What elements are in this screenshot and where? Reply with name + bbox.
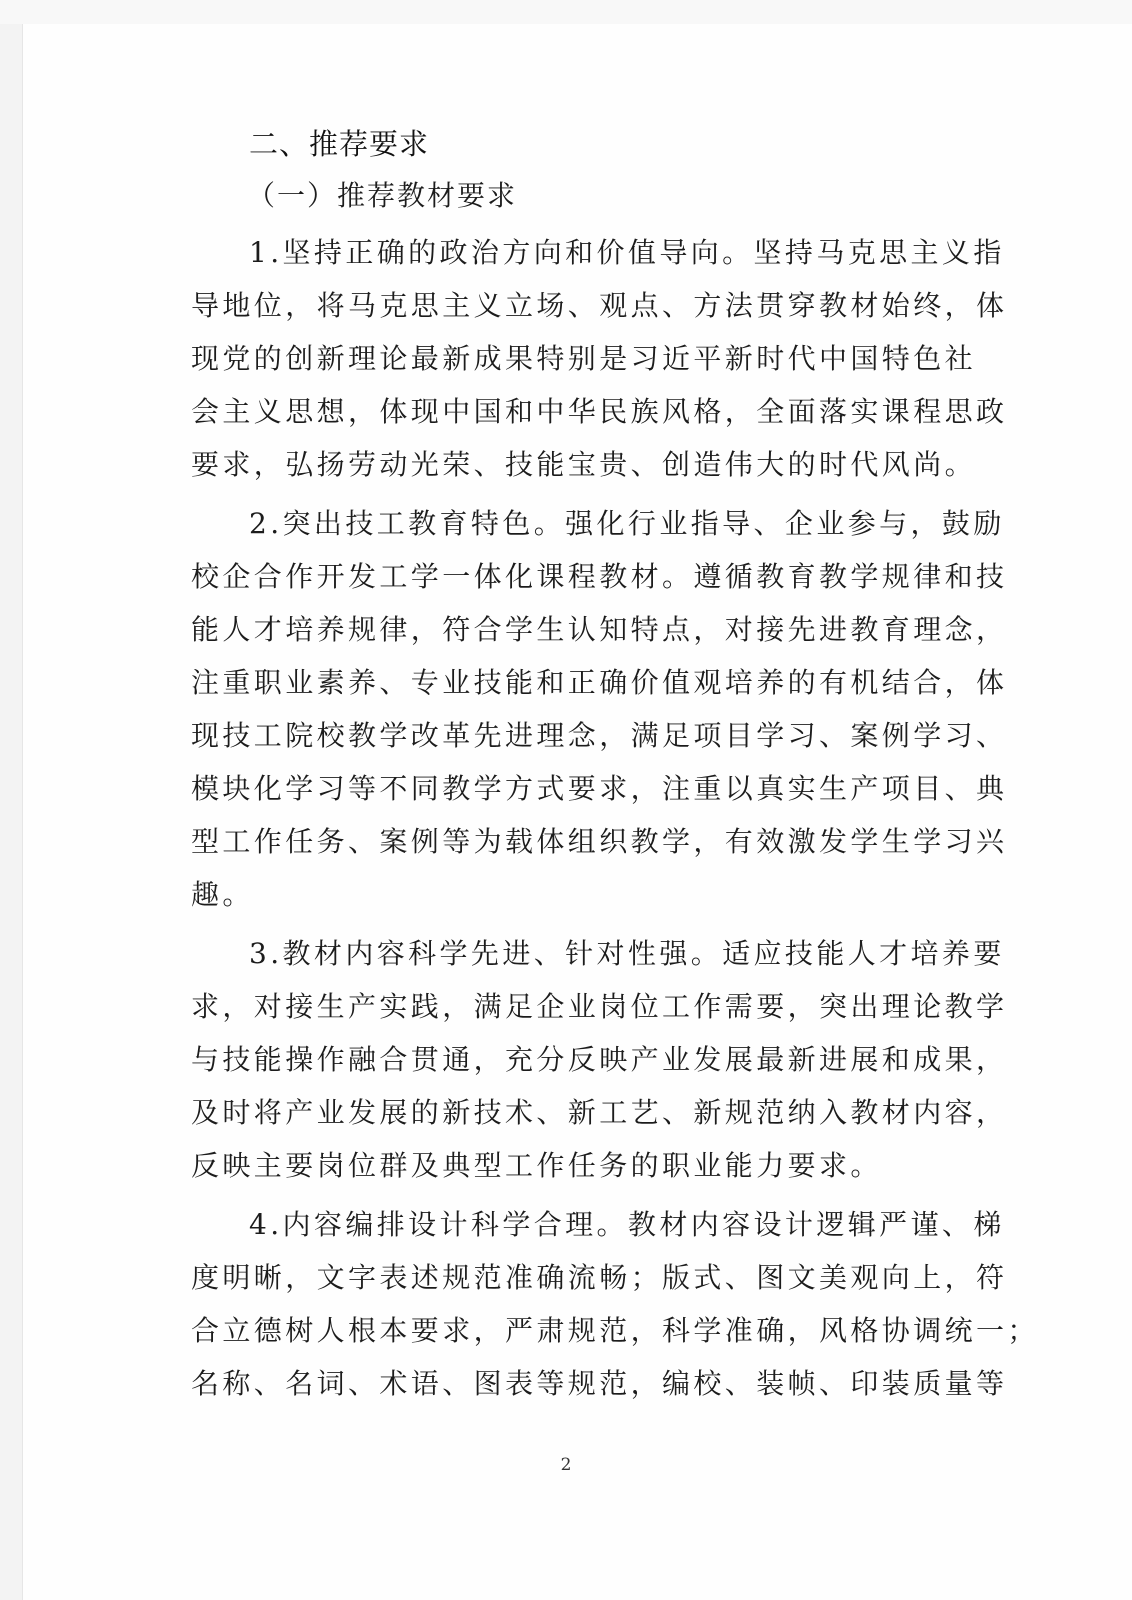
text-line: 导地位，将马克思主义立场、观点、方法贯穿教材始终，体 [191,289,1008,322]
paragraph-4 [191,1198,1039,1410]
text-line: 度明晰，文字表述规范准确流畅；版式、图文美观向上，符 [191,1261,1008,1294]
text-line: 注重职业素养、专业技能和正确价值观培养的有机结合，体 [191,666,1008,699]
text-line: 名称、名词、术语、图表等规范，编校、装帧、印装质量等 [191,1367,1008,1400]
paragraph-3 [191,927,1008,1192]
page-number: 2 [560,1455,572,1475]
text-line: 与技能操作融合贯通，充分反映产业发展最新进展和成果， [191,1043,1008,1076]
text-line: 校企合作开发工学一体化课程教材。遵循教育教学规律和技 [191,560,1008,593]
text-line: 模块化学习等不同教学方式要求，注重以真实生产项目、典 [191,772,1008,805]
text-line: 及时将产业发展的新技术、新工艺、新规范纳入教材内容， [191,1096,1008,1129]
text-line: 趣。 [191,878,254,911]
document-body [191,124,1039,1416]
text-line: 能人才培养规律，符合学生认知特点，对接先进教育理念， [191,613,1008,646]
paragraph-2 [191,497,1008,921]
text-line: 3.教材内容科学先进、针对性强。适应技能人才培养要 [249,937,1005,970]
subsection-heading: （一）推荐教材要求 [247,179,518,212]
text-line: 型工作任务、案例等为载体组织教学，有效激发学生学习兴 [191,825,1008,858]
text-line: 求，对接生产实践，满足企业岗位工作需要，突出理论教学 [191,990,1008,1023]
text-line: 2.突出技工教育特色。强化行业指导、企业参与，鼓励 [249,507,1005,540]
paragraph-1 [191,226,1008,491]
scan-top-border [0,0,1132,24]
text-line: 1.坚持正确的政治方向和价值导向。坚持马克思主义指 [249,236,1005,269]
scan-left-border [0,24,23,1600]
text-line: 会主义思想，体现中国和中华民族风格，全面落实课程思政 [191,395,1008,428]
text-line: 4.内容编排设计科学合理。教材内容设计逻辑严谨、梯 [249,1208,1005,1241]
section-heading: 二、推荐要求 [249,127,430,161]
text-line: 反映主要岗位群及典型工作任务的职业能力要求。 [191,1149,882,1182]
text-line: 要求，弘扬劳动光荣、技能宝贵、创造伟大的时代风尚。 [191,448,977,481]
text-line: 现技工院校教学改革先进理念，满足项目学习、案例学习、 [191,719,1008,752]
text-line: 合立德树人根本要求，严肃规范，科学准确，风格协调统一； [191,1314,1039,1347]
text-line: 现党的创新理论最新成果特别是习近平新时代中国特色社 [191,342,977,375]
